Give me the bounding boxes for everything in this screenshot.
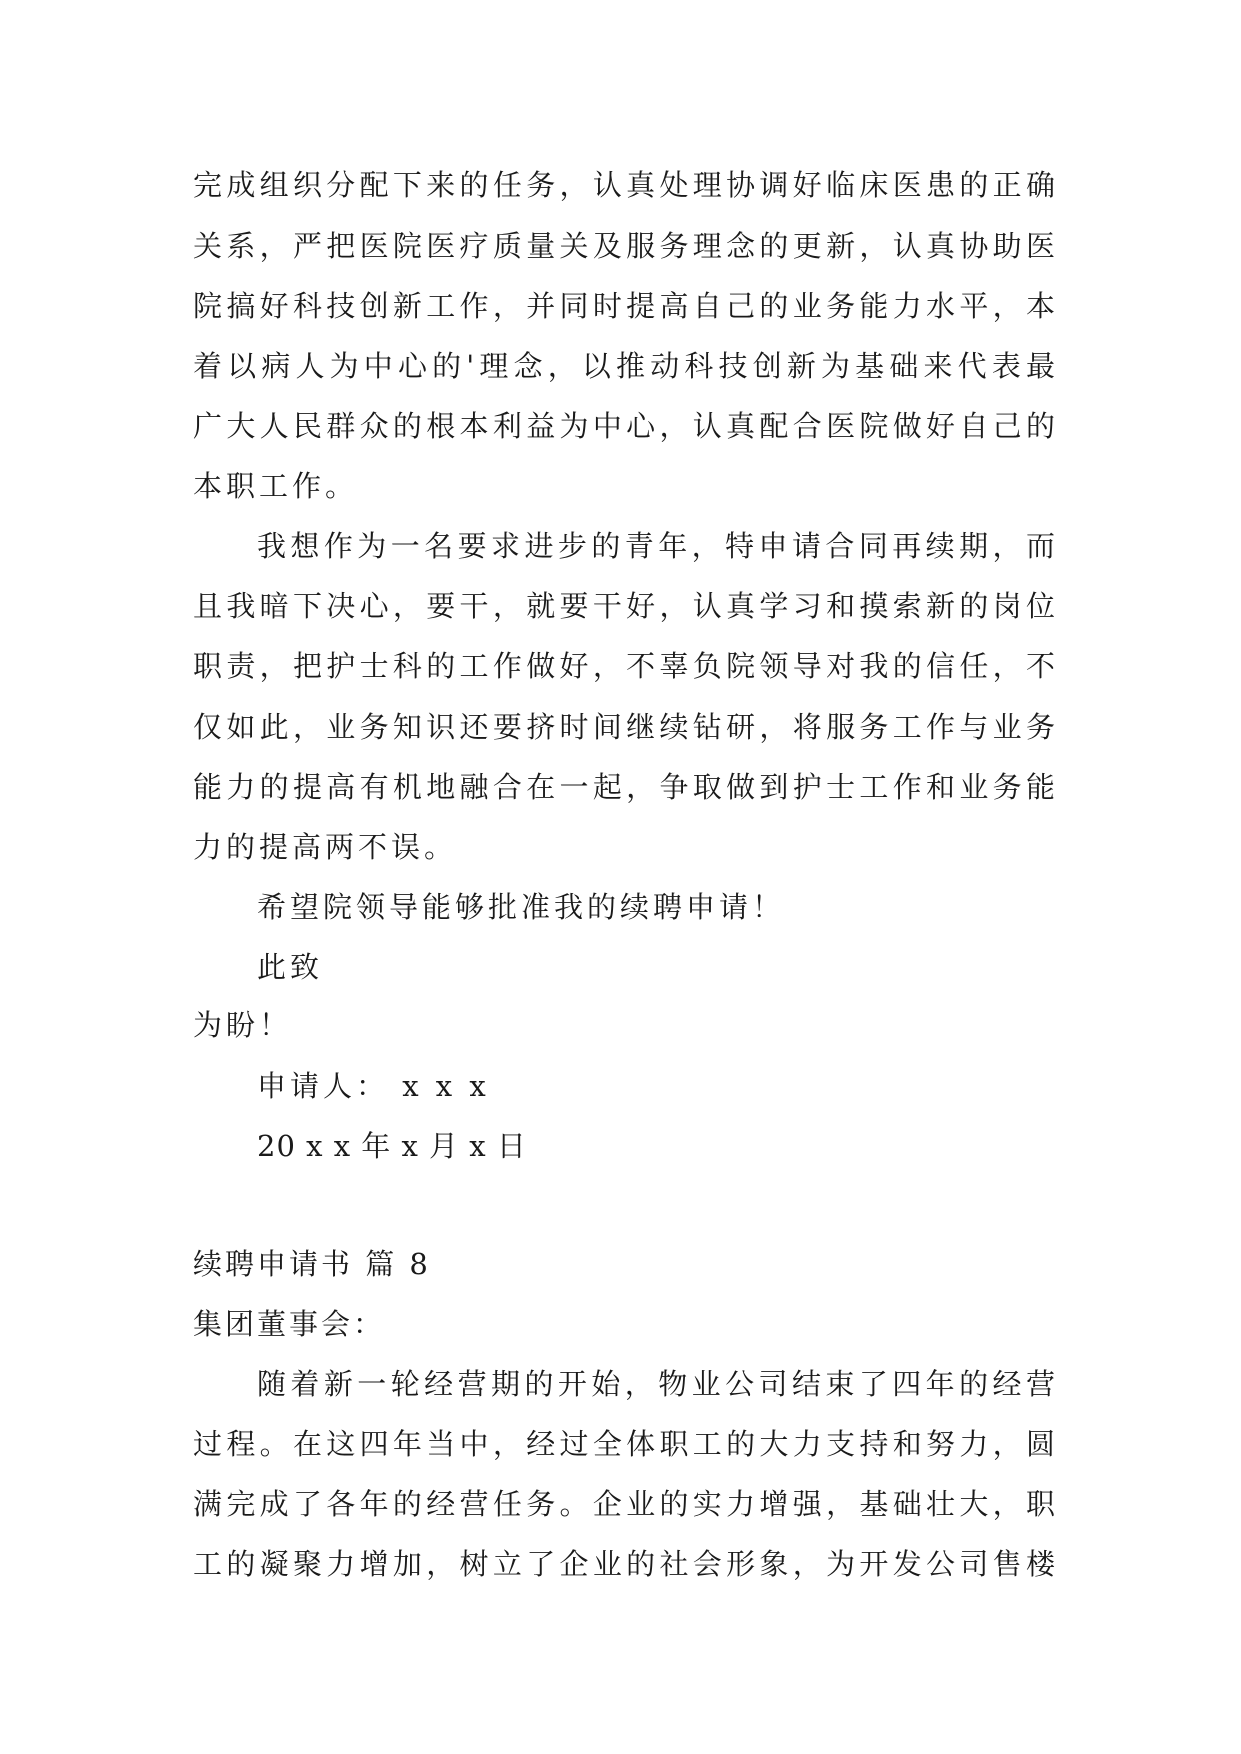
paragraph-2-line-5: 能力的提高有机地融合在一起，争取做到护士工作和业务能 xyxy=(193,770,1055,804)
closing-hope: 希望院领导能够批准我的续聘申请！ xyxy=(257,890,786,924)
section-8-line-2: 过程。在这四年当中，经过全体职工的大力支持和努力，圆 xyxy=(193,1427,1055,1461)
section-8-line-3: 满完成了各年的经营任务。企业的实力增强，基础壮大，职 xyxy=(193,1487,1055,1521)
paragraph-2-line-4: 仅如此，业务知识还要挤时间继续钻研，将服务工作与业务 xyxy=(193,710,1055,744)
paragraph-1-line-1: 完成组织分配下来的任务，认真处理协调好临床医患的正确 xyxy=(193,168,1055,202)
paragraph-2-line-1: 我想作为一名要求进步的青年，特申请合同再续期，而 xyxy=(257,529,1055,563)
applicant-signature: 申请人： x x x xyxy=(257,1069,490,1103)
section-8-line-1: 随着新一轮经营期的开始，物业公司结束了四年的经营 xyxy=(257,1367,1055,1401)
paragraph-2-line-6: 力的提高两不误。 xyxy=(193,830,458,864)
paragraph-1-line-4: 着以病人为中心的'理念，以推动科技创新为基础来代表最 xyxy=(193,349,1055,383)
application-date: 20 x x 年 x 月 x 日 xyxy=(257,1129,527,1163)
closing-regards: 为盼！ xyxy=(193,1008,293,1042)
paragraph-1-line-3: 院搞好科技创新工作，并同时提高自己的业务能力水平，本 xyxy=(193,289,1055,323)
paragraph-1-line-5: 广大人民群众的根本利益为中心，认真配合医院做好自己的 xyxy=(193,409,1055,443)
paragraph-1-line-2: 关系，严把医院医疗质量关及服务理念的更新，认真协助医 xyxy=(193,229,1055,263)
paragraph-2-line-2: 且我暗下决心，要干，就要干好，认真学习和摸索新的岗位 xyxy=(193,589,1055,623)
paragraph-1-line-6: 本职工作。 xyxy=(193,469,359,503)
section-title: 续聘申请书 篇 8 xyxy=(193,1247,431,1281)
paragraph-2-line-3: 职责，把护士科的工作做好，不辜负院领导对我的信任，不 xyxy=(193,649,1055,683)
addressee: 集团董事会： xyxy=(193,1307,386,1341)
closing-salutation: 此致 xyxy=(257,950,324,984)
section-8-line-4: 工的凝聚力增加，树立了企业的社会形象，为开发公司售楼 xyxy=(193,1547,1055,1581)
